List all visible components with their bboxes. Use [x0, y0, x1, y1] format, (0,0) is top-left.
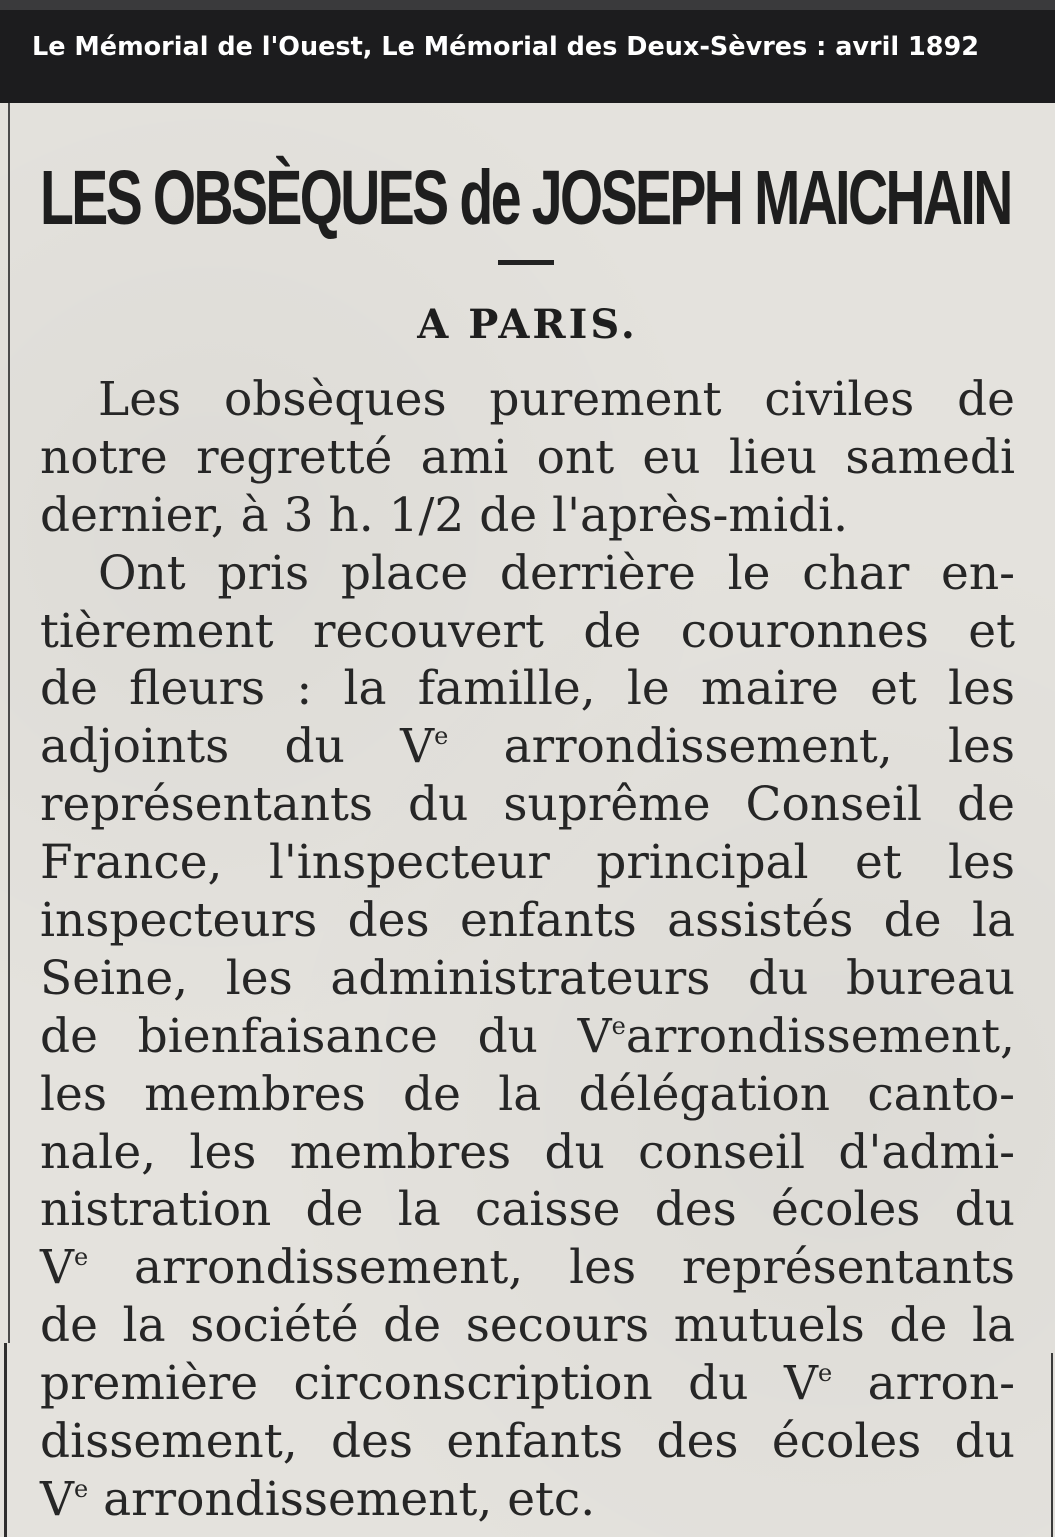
column-rule-right	[1051, 1353, 1053, 1537]
text-line: tièrement recouvert de couronnes et	[40, 603, 1015, 659]
text-line: représentants du suprême Conseil de	[40, 777, 1015, 833]
newspaper-clipping	[0, 103, 1055, 1537]
text-segment: arrondissement,	[625, 1008, 1015, 1064]
superscript-e: e	[434, 722, 449, 751]
article-headline: LES OBSÈQUES de JOSEPH MAICHAIN	[40, 154, 1011, 241]
text-line: France, l'inspecteur principal et les	[40, 835, 1015, 891]
source-title: Le Mémorial de l'Ouest, Le Mémorial des Deux-Sèvres : avril 1892	[32, 32, 979, 62]
text-segment: arron-	[867, 1356, 1015, 1412]
text-line	[40, 718, 1015, 776]
text-line: notre regretté ami ont eu lieu samedi	[40, 429, 1015, 485]
top-strip	[0, 0, 1055, 10]
subheadline-text: A PARIS.	[417, 301, 638, 348]
text-segment: arrondissement, etc.	[103, 1471, 596, 1527]
text-segment: adjoints du V	[40, 719, 435, 775]
text-segment: V	[40, 1471, 74, 1527]
title-bar	[0, 10, 1055, 103]
column-rule-left	[8, 103, 10, 1343]
text-line: Ont pris place derrière le char en-	[98, 545, 1015, 601]
text-line: dernier, à 3 h. 1/2 de l'après-midi.	[40, 487, 849, 543]
text-segment: première circonscription du V	[40, 1356, 818, 1412]
text-line: nale, les membres du conseil d'admi-	[40, 1124, 1015, 1180]
column-rule-left-lower	[4, 1343, 7, 1537]
text-line	[40, 1008, 1015, 1066]
superscript-e: e	[73, 1474, 89, 1503]
text-line: dissement, des enfants des écoles du	[40, 1414, 1015, 1470]
headline-separator	[498, 260, 554, 265]
text-line	[40, 1355, 1015, 1413]
superscript-e: e	[73, 1243, 89, 1272]
text-line	[40, 1471, 1015, 1529]
text-line	[40, 1239, 1015, 1297]
superscript-e: e	[611, 1011, 626, 1040]
text-line: Les obsèques purement civiles de	[98, 372, 1015, 427]
text-segment: arrondissement, les	[503, 719, 1015, 775]
text-segment: arrondissement, les représentants	[134, 1240, 1015, 1296]
article-body	[40, 371, 1015, 1529]
text-line: de fleurs : la famille, le maire et les	[40, 661, 1015, 717]
text-segment: V	[40, 1240, 74, 1296]
text-segment: de bienfaisance du V	[40, 1008, 612, 1064]
text-line: nistration de la caisse des écoles du	[40, 1182, 1015, 1238]
text-line: inspecteurs des enfants assistés de la	[40, 893, 1015, 949]
text-line: les membres de la délégation canto-	[40, 1066, 1015, 1122]
text-line: de la société de secours mutuels de la	[40, 1298, 1015, 1354]
text-line: Seine, les administrateurs du bureau	[40, 950, 1015, 1006]
article-subheadline	[0, 301, 1055, 348]
superscript-e: e	[817, 1359, 833, 1388]
